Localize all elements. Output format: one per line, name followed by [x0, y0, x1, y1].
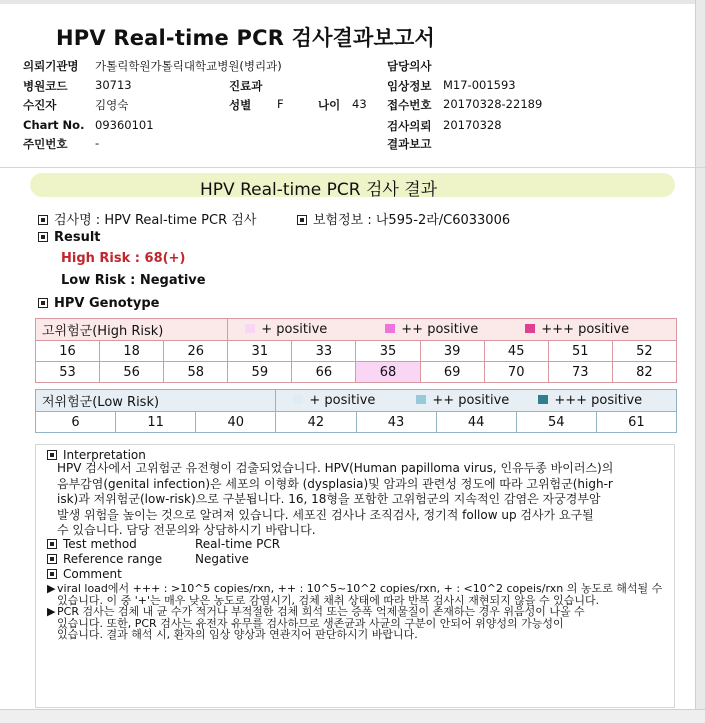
genotype-cell: 68 [356, 362, 420, 383]
physician-label: 담당의사 [387, 59, 432, 73]
genotype-cell: 69 [420, 362, 484, 383]
genotype-cell: 6 [36, 412, 116, 433]
interpretation-text [57, 461, 672, 539]
checkbox-icon [47, 539, 57, 549]
test-name: 검사명 : HPV Real-time PCR 검사 [54, 213, 257, 228]
checkbox-icon [297, 215, 307, 225]
comment-line-text: 있습니다. 결과 해석 시, 환자의 임상 양상과 연관지어 판단하시기 바랍니다. [57, 628, 418, 641]
clinical-info-label: 임상정보 [387, 79, 432, 93]
legend-swatch [385, 324, 395, 333]
genotype-cell: 54 [516, 412, 596, 433]
checkbox-icon [38, 298, 48, 308]
resident-label: 주민번호 [23, 137, 68, 151]
checkbox-icon [38, 215, 48, 225]
low-risk-genotype-table [35, 389, 677, 433]
test-method-label: Test method [63, 537, 137, 551]
genotype-heading: HPV Genotype [54, 296, 160, 311]
triangle-bullet-icon: ▶ [47, 582, 56, 595]
institution-value: 가톨릭학원가톨릭대학교병원(병리과) [95, 59, 282, 73]
institution-label: 의뢰기관명 [23, 59, 79, 73]
legend-plus-plus-plus-label: +++ positive [541, 322, 630, 337]
genotype-cell: 40 [196, 412, 276, 433]
interpretation-line: isk)과 저위험군(low-risk)으로 구분됩니다. 16, 18형을 포함한 고위험군의 지속적인 감염은 자궁경부암 [57, 492, 601, 507]
genotype-cell: 82 [612, 362, 676, 383]
low-risk-row [36, 412, 677, 433]
genotype-cell: 35 [356, 341, 420, 362]
high-risk-row [36, 341, 677, 362]
comment-line [47, 629, 672, 641]
interpretation-line: 수 있습니다. 담당 전문의와 상담하시기 바랍니다. [57, 523, 316, 538]
legend-swatch [245, 324, 255, 333]
receipt-label: 접수번호 [387, 98, 432, 112]
triangle-bullet-icon: ▶ [47, 605, 56, 618]
legend-swatch [538, 395, 548, 404]
chart-value: 09360101 [95, 118, 154, 132]
legend-plus-plus [416, 393, 509, 408]
legend-plus [293, 393, 375, 408]
hospital-code-label: 병원코드 [23, 79, 68, 93]
age-label: 나이 [318, 98, 341, 112]
result-heading: Result [54, 230, 101, 245]
legend-plus-plus-plus [538, 393, 642, 408]
genotype-cell: 42 [276, 412, 356, 433]
low-risk-table-header [36, 390, 677, 412]
genotype-cell: 44 [436, 412, 516, 433]
header-divider [0, 167, 705, 168]
genotype-cell: 18 [100, 341, 164, 362]
insurance-info: 보험정보 : 나595-2라/C6033006 [313, 213, 511, 228]
genotype-cell: 33 [292, 341, 356, 362]
comment-line-text: 있습니다. 이 중 '+'는 매우 낮은 농도로 감염시기, 검체 채취 상태에 따라 반복 검사시 재현되지 않을 수 있습니다. [57, 593, 600, 607]
clinical-info-value: M17-001593 [443, 78, 516, 92]
sex-value: F [277, 97, 284, 111]
legend-plus-label: + positive [309, 393, 376, 408]
insurance-row [297, 209, 510, 228]
genotype-cell: 39 [420, 341, 484, 362]
genotype-cell: 58 [164, 362, 228, 383]
interpretation-heading: Interpretation [63, 448, 146, 462]
result-section-title: HPV Real-time PCR 검사 결과 [200, 180, 438, 200]
test-method-value: Real-time PCR [195, 537, 281, 551]
interpretation-heading-row [47, 448, 146, 462]
genotype-cell: 26 [164, 341, 228, 362]
legend-plus-plus [385, 322, 478, 337]
high-risk-header-label: 고위험군(High Risk) [42, 324, 164, 339]
chart-label: Chart No. [23, 118, 85, 132]
comment-text [47, 583, 672, 641]
high-risk-genotype-table [35, 318, 677, 383]
patient-value: 김영숙 [95, 98, 129, 112]
report-title: HPV Real-time PCR 검사결과보고서 [56, 26, 435, 50]
genotype-cell: 56 [100, 362, 164, 383]
legend-swatch [416, 395, 426, 404]
genotype-cell: 66 [292, 362, 356, 383]
patient-label: 수진자 [23, 98, 57, 112]
comment-line-text: viral load에서 +++ : >10^5 copies/rxn, ++ : 10^5~10^2 copies/rxn, + : <10^2 copeis/rxn 의 농도로 해석될 수 [57, 582, 663, 595]
high-risk-result: High Risk : 68(+) [61, 251, 186, 266]
age-value: 43 [352, 97, 367, 111]
result-report-label: 결과보고 [387, 137, 432, 151]
interpretation-line: 발생 위험을 높이는 것으로 알려져 있습니다. 세포진 검사나 조직검사, 정기적 follow up 검사가 요구될 [57, 507, 594, 522]
genotype-cell: 45 [484, 341, 548, 362]
genotype-cell: 43 [356, 412, 436, 433]
genotype-cell: 51 [548, 341, 612, 362]
low-risk-result: Low Risk : Negative [61, 273, 206, 288]
genotype-cell: 73 [548, 362, 612, 383]
result-heading-row [38, 230, 101, 245]
request-label: 검사의뢰 [387, 119, 432, 133]
comment-line-text: 있습니다. 또한, PCR 검사는 유전자 유무를 검사하므로 생존균과 사균의 구분이 안되어 위양성의 가능성이 [57, 616, 564, 630]
interpretation-line: HPV 검사에서 고위험군 유전형이 검출되었습니다. HPV(Human papilloma virus, 인유두종 바이러스)의 [57, 461, 614, 475]
test-name-row [38, 209, 256, 228]
test-method-row [47, 537, 137, 551]
checkbox-icon [47, 569, 57, 579]
legend-plus-plus-label: ++ positive [432, 393, 510, 408]
legend-plus-plus-plus [525, 322, 629, 337]
interpretation-line: 음부감염(genital infection)은 세포의 이형화 (dysplasia)및 암과의 관련성 정도에 따라 고위험군(high-r [57, 476, 613, 491]
genotype-cell: 70 [484, 362, 548, 383]
genotype-cell: 53 [36, 362, 100, 383]
reference-range-value: Negative [195, 552, 249, 566]
legend-swatch [293, 395, 303, 404]
sex-label: 성별 [229, 98, 252, 112]
checkbox-icon [47, 450, 57, 460]
comment-line-text: PCR 검사는 검체 내 균 수가 적거나 부적절한 검체 희석 또는 증폭 억제물질이 존재하는 경우 위음성이 나올 수 [57, 605, 585, 618]
checkbox-icon [47, 554, 57, 564]
genotype-cell: 61 [596, 412, 676, 433]
genotype-cell: 59 [228, 362, 292, 383]
legend-swatch [525, 324, 535, 333]
comment-heading-row [47, 567, 122, 581]
high-risk-row [36, 362, 677, 383]
legend-plus [245, 322, 327, 337]
hospital-code-value: 30713 [95, 78, 132, 92]
legend-plus-plus-plus-label: +++ positive [554, 393, 643, 408]
high-risk-table-header [36, 319, 677, 341]
legend-plus-plus-label: ++ positive [401, 322, 479, 337]
reference-range-row [47, 552, 162, 566]
genotype-cell: 16 [36, 341, 100, 362]
checkbox-icon [38, 232, 48, 242]
horizontal-scrollbar[interactable] [0, 709, 705, 723]
reference-range-label: Reference range [63, 552, 163, 566]
genotype-heading-row [38, 296, 159, 311]
genotype-cell: 52 [612, 341, 676, 362]
receipt-value: 20170328-22189 [443, 97, 543, 111]
vertical-scrollbar[interactable] [695, 0, 705, 723]
genotype-cell: 11 [116, 412, 196, 433]
dept-label: 진료과 [229, 79, 263, 93]
low-risk-header-label: 저위험군(Low Risk) [42, 395, 160, 410]
request-value: 20170328 [443, 118, 502, 132]
legend-plus-label: + positive [261, 322, 328, 337]
comment-heading: Comment [63, 567, 122, 581]
resident-value: - [95, 136, 100, 150]
genotype-cell: 31 [228, 341, 292, 362]
